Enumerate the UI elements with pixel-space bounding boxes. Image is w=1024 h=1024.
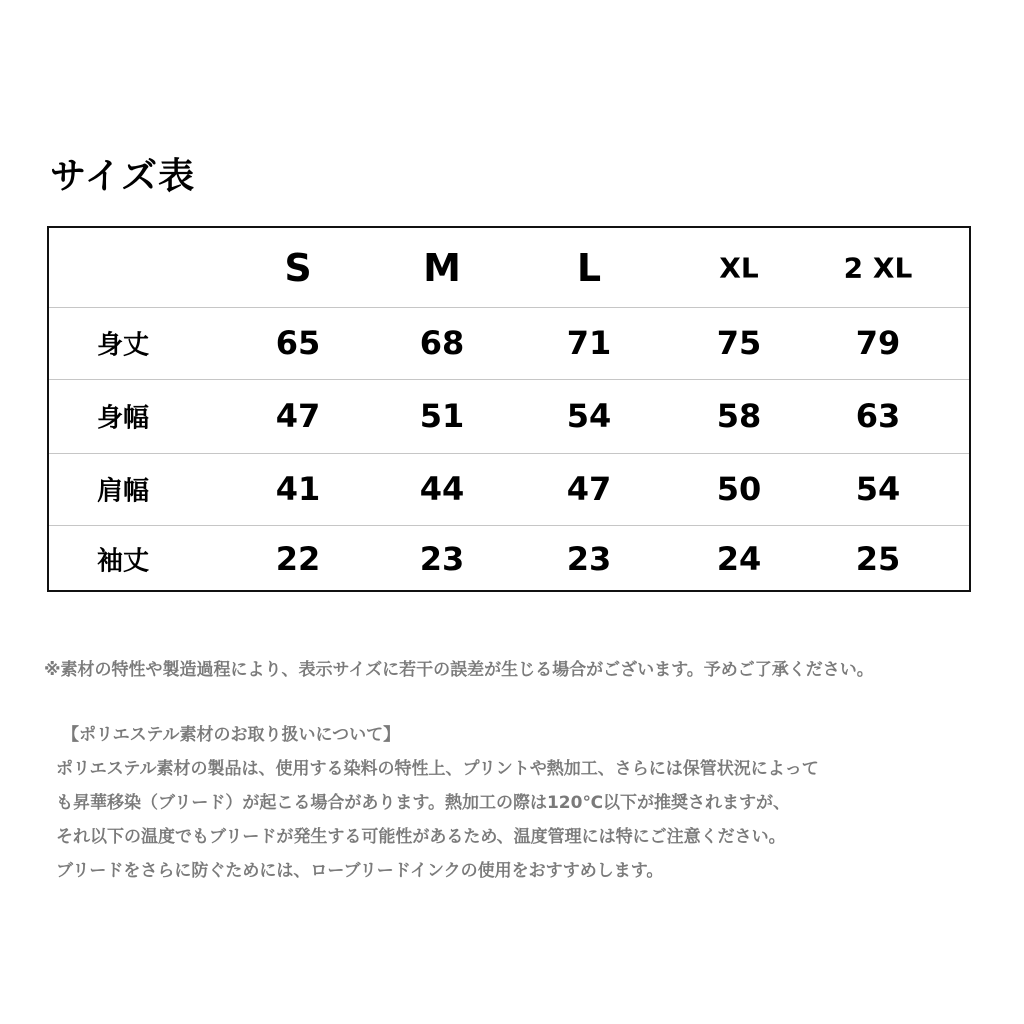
row-label: 身丈	[97, 330, 150, 361]
size-header-m: M	[423, 245, 461, 290]
table-row-body-length	[49, 307, 969, 379]
notice-heading: 【ポリエステル素材のお取り扱いについて】	[62, 725, 401, 745]
polyester-care-notice	[56, 718, 986, 888]
table-cell: 54	[566, 397, 612, 435]
size-header-row	[49, 228, 969, 307]
row-label: 袖丈	[97, 546, 150, 576]
table-cell: 44	[419, 470, 465, 508]
table-cell: 22	[275, 539, 321, 578]
notice-line: ポリエステル素材の製品は、使用する染料の特性上、プリントや熱加工、さらには保管状況によって	[56, 759, 819, 779]
notice-line: も昇華移染（ブリード）が起こる場合があります。熱加工の際は120℃以下が推奨されますが、	[56, 793, 791, 813]
table-cell: 68	[419, 324, 465, 362]
table-cell: 71	[566, 324, 612, 362]
size-header-2xl: 2 XL	[843, 251, 913, 284]
table-cell: 58	[716, 397, 762, 435]
table-cell: 25	[855, 539, 901, 578]
table-row-body-width	[49, 379, 969, 453]
table-cell: 50	[716, 470, 762, 508]
size-header-xl: XL	[719, 251, 759, 284]
table-cell: 79	[855, 324, 901, 362]
table-cell: 23	[566, 539, 612, 578]
table-cell: 47	[566, 470, 612, 508]
size-disclaimer-note: ※素材の特性や製造過程により、表示サイズに若干の誤差が生じる場合がございます。予めご了承ください。	[44, 660, 874, 680]
size-header-l: L	[576, 245, 602, 290]
table-row-shoulder-width	[49, 453, 969, 525]
table-cell: 65	[275, 324, 321, 362]
table-cell: 54	[855, 470, 901, 508]
table-cell: 63	[855, 397, 901, 435]
table-cell: 23	[419, 539, 465, 578]
table-cell: 47	[275, 397, 321, 435]
table-cell: 51	[419, 397, 465, 435]
size-table	[47, 226, 971, 592]
row-label: 身幅	[97, 403, 150, 434]
table-row-sleeve-length	[49, 525, 969, 592]
page-title: サイズ表	[50, 156, 196, 197]
notice-line: ブリードをさらに防ぐためには、ローブリードインクの使用をおすすめします。	[56, 861, 664, 881]
table-cell: 41	[275, 470, 321, 508]
row-label: 肩幅	[97, 476, 150, 507]
table-cell: 24	[716, 539, 762, 578]
notice-line: それ以下の温度でもブリードが発生する可能性があるため、温度管理には特にご注意ください。	[56, 827, 786, 847]
table-cell: 75	[716, 324, 762, 362]
size-header-s: S	[284, 245, 312, 290]
